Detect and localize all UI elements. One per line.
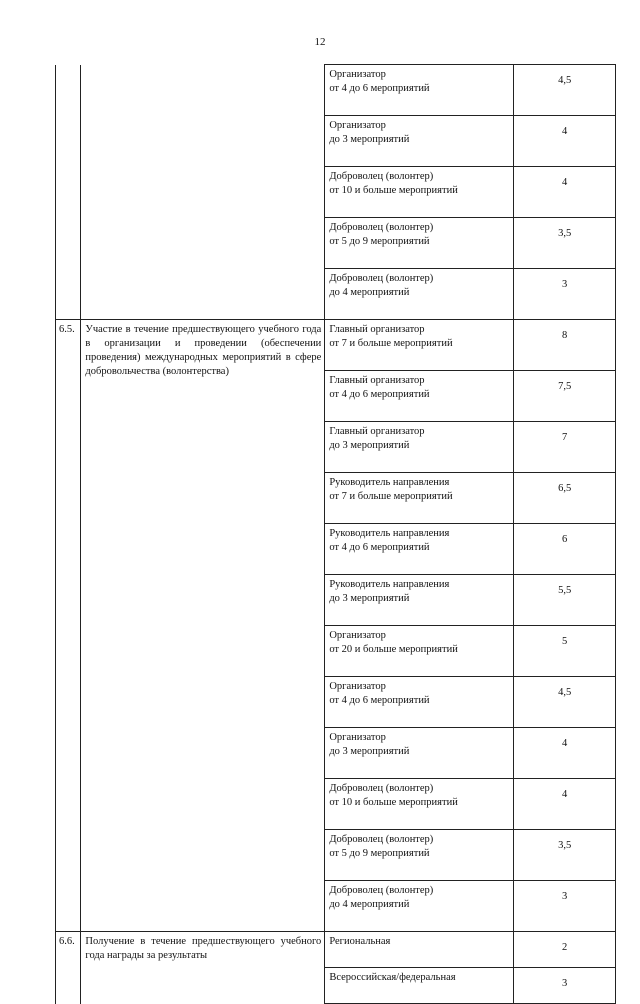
criterion-line: от 7 и больше мероприятий: [329, 491, 453, 502]
criterion-cell: [325, 779, 514, 830]
section-description: Получение в течение предшествующего учебного года награды за результаты: [81, 932, 325, 1004]
criterion-line: Доброволец (волонтер): [329, 834, 434, 845]
criterion-line: до 3 мероприятий: [329, 440, 410, 451]
criterion-line: от 5 до 9 мероприятий: [329, 236, 430, 247]
criterion-cell: [325, 218, 514, 269]
score-cell: 4: [514, 116, 616, 167]
score-cell: 8: [514, 320, 616, 371]
criterion-line: Доброволец (волонтер): [329, 885, 434, 896]
score-cell: 3,5: [514, 830, 616, 881]
criterion-cell: [325, 116, 514, 167]
criterion-line: Организатор: [329, 681, 386, 692]
criterion-line: Руководитель направления: [329, 477, 450, 488]
criterion-line: до 3 мероприятий: [329, 134, 410, 145]
score-cell: 6: [514, 524, 616, 575]
criterion-cell: [325, 677, 514, 728]
score-cell: 3,5: [514, 218, 616, 269]
criterion-line: Руководитель направления: [329, 528, 450, 539]
criterion-line: до 3 мероприятий: [329, 746, 410, 757]
criterion-line: от 10 и больше мероприятий: [329, 185, 458, 196]
criterion-cell: [325, 575, 514, 626]
criterion-line: Организатор: [329, 630, 386, 641]
criterion-line: до 3 мероприятий: [329, 593, 410, 604]
criterion-line: Доброволец (волонтер): [329, 273, 434, 284]
criterion-line: Главный организатор: [329, 426, 425, 437]
score-cell: 7: [514, 422, 616, 473]
score-cell: 6,5: [514, 473, 616, 524]
criterion-line: Доброволец (волонтер): [329, 171, 434, 182]
score-cell: 3: [514, 881, 616, 932]
criterion-line: до 4 мероприятий: [329, 899, 410, 910]
score-cell: 4,5: [514, 65, 616, 116]
score-cell: 3: [514, 269, 616, 320]
criterion-cell: [325, 968, 514, 1004]
criterion-cell: [325, 524, 514, 575]
criterion-cell: [325, 167, 514, 218]
criterion-cell: [325, 269, 514, 320]
criterion-line: от 10 и больше мероприятий: [329, 797, 458, 808]
criterion-line: Организатор: [329, 732, 386, 743]
criterion-cell: [325, 626, 514, 677]
score-cell: 4: [514, 167, 616, 218]
score-cell: 7,5: [514, 371, 616, 422]
criterion-line: от 4 до 6 мероприятий: [329, 695, 430, 706]
table-row: [56, 932, 616, 968]
criterion-cell: [325, 728, 514, 779]
criterion-cell: [325, 830, 514, 881]
criterion-line: Всероссийская/федеральная: [329, 972, 456, 983]
score-cell: 5: [514, 626, 616, 677]
section-number: 6.5.: [56, 320, 81, 932]
score-cell: 3: [514, 968, 616, 1004]
score-cell: 4: [514, 779, 616, 830]
criterion-cell: [325, 473, 514, 524]
criterion-cell: [325, 932, 514, 968]
table-row: [56, 320, 616, 371]
criterion-line: от 4 до 6 мероприятий: [329, 542, 430, 553]
criterion-line: Региональная: [329, 936, 391, 947]
score-cell: 2: [514, 932, 616, 968]
criterion-line: Организатор: [329, 120, 386, 131]
criterion-line: до 4 мероприятий: [329, 287, 410, 298]
criterion-cell: [325, 881, 514, 932]
criterion-cell: [325, 422, 514, 473]
table-row: [56, 65, 616, 116]
number-cell: [56, 65, 81, 320]
criterion-line: Главный организатор: [329, 375, 425, 386]
score-cell: 4,5: [514, 677, 616, 728]
criterion-line: Главный организатор: [329, 324, 425, 335]
criterion-line: от 4 до 6 мероприятий: [329, 83, 430, 94]
score-cell: 5,5: [514, 575, 616, 626]
criterion-line: от 5 до 9 мероприятий: [329, 848, 430, 859]
description-cell: [81, 65, 325, 320]
criterion-cell: [325, 371, 514, 422]
criteria-table: [55, 64, 616, 1004]
criterion-line: Руководитель направления: [329, 579, 450, 590]
criterion-cell: [325, 65, 514, 116]
criterion-line: Организатор: [329, 69, 386, 80]
criterion-line: от 7 и больше мероприятий: [329, 338, 453, 349]
criterion-cell: [325, 320, 514, 371]
criterion-line: Доброволец (волонтер): [329, 222, 434, 233]
section-number: 6.6.: [56, 932, 81, 1004]
section-description: Участие в течение предшествующего учебного года в организации и проведении (обеспечении проведения) международных мероприятий в сфере добровольчества (волонтерства): [81, 320, 325, 932]
criterion-line: от 4 до 6 мероприятий: [329, 389, 430, 400]
page-number: 12: [314, 36, 326, 48]
criterion-line: Доброволец (волонтер): [329, 783, 434, 794]
score-cell: 4: [514, 728, 616, 779]
criterion-line: от 20 и больше мероприятий: [329, 644, 458, 655]
